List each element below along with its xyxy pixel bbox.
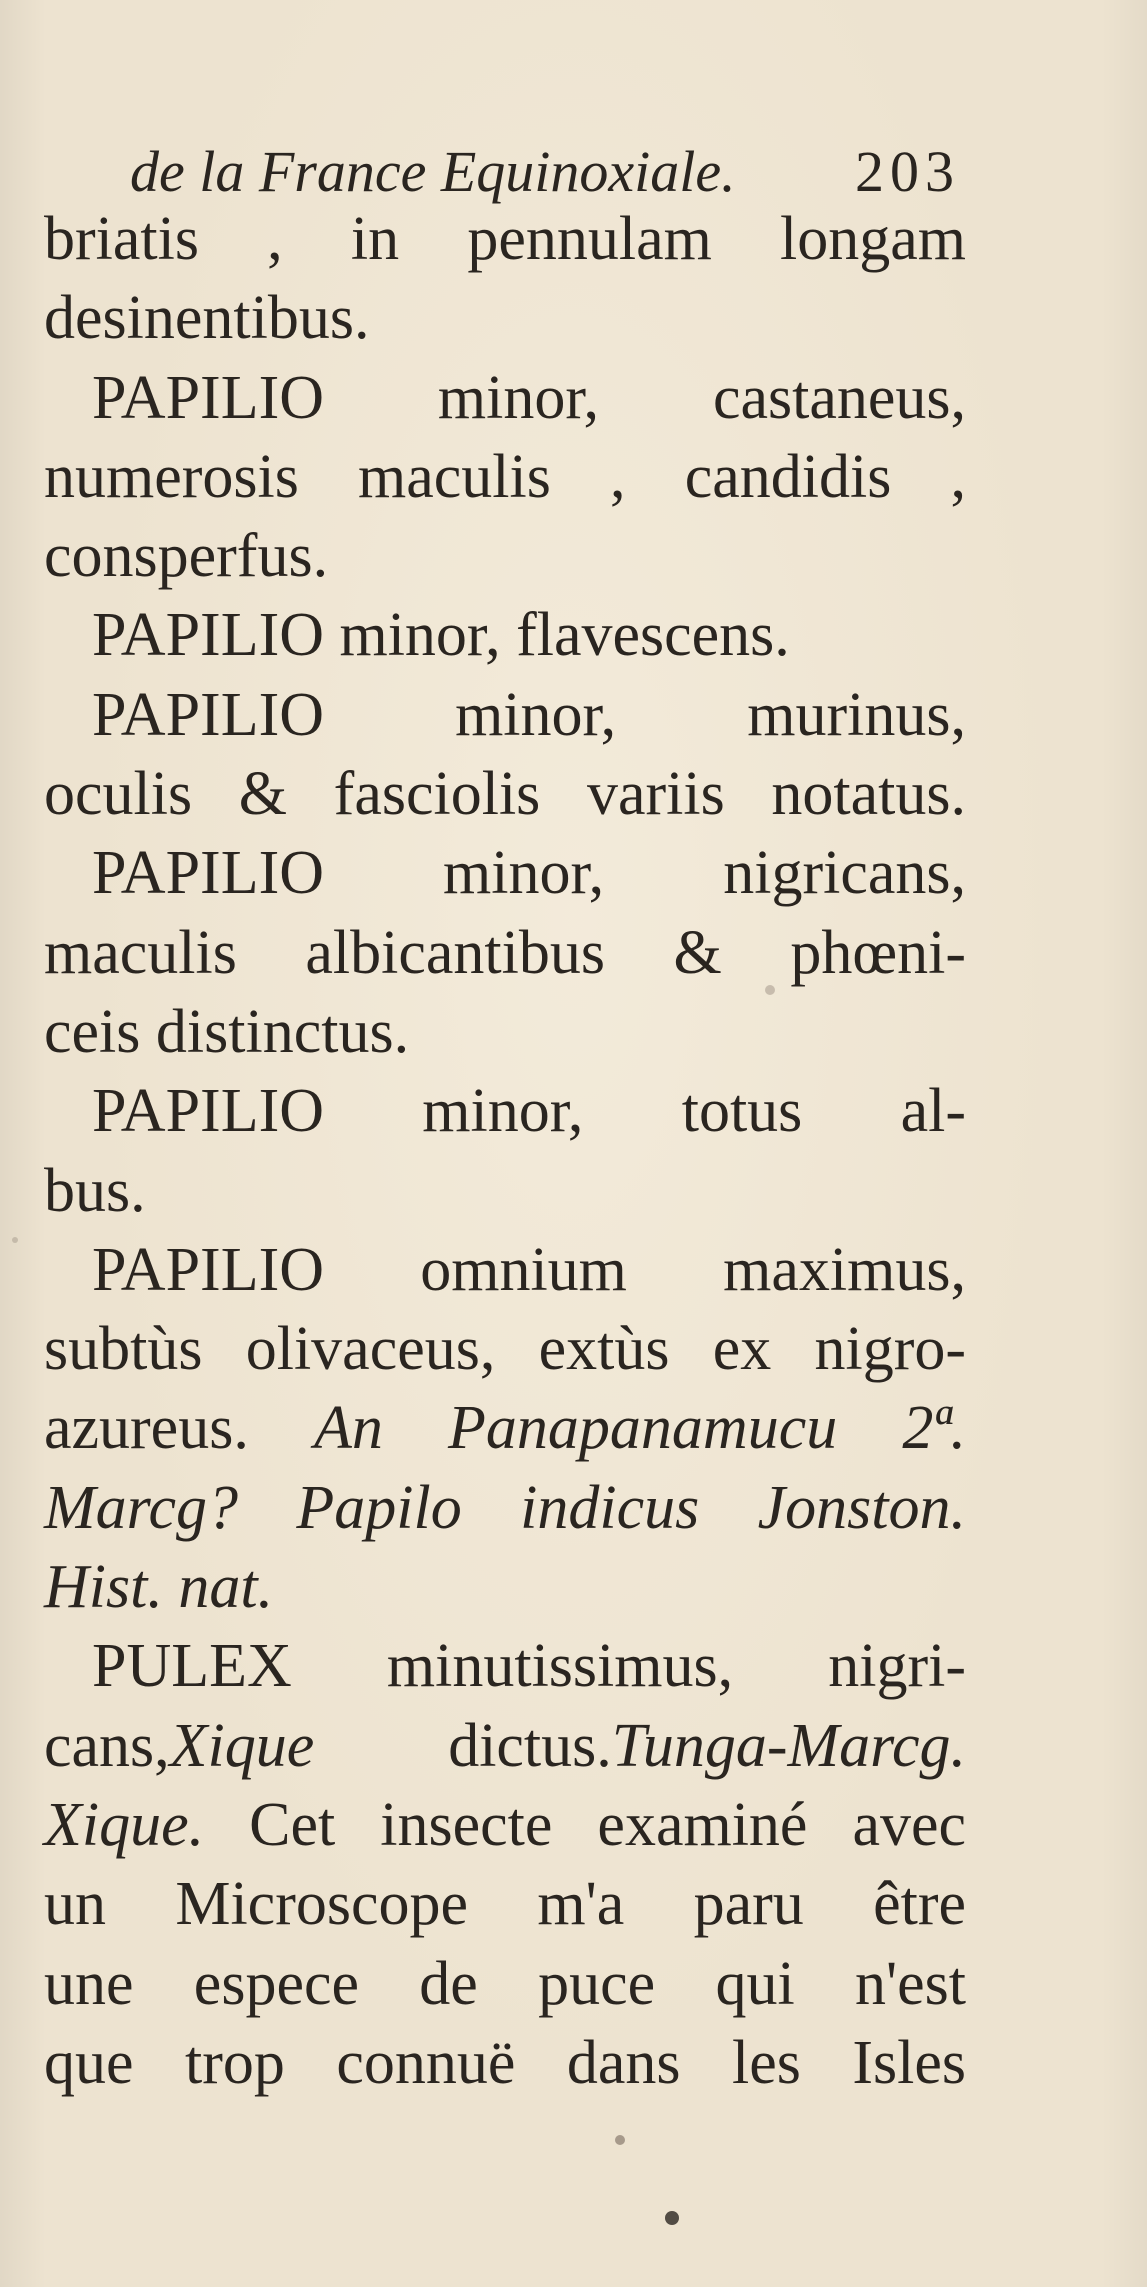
text-line: ceis distinctus. xyxy=(44,997,410,1066)
text-line: subtùs olivaceus, extùs ex nigro- xyxy=(44,1315,966,1384)
text-line: Hist. nat. xyxy=(44,1553,274,1622)
text-line: PAPILIO minor, flavescens. xyxy=(92,601,790,670)
text-line: azureus. An Panapanamucu 2ª. xyxy=(44,1394,966,1463)
page-number: 203 xyxy=(855,139,960,204)
text-line: PULEX minutissimus, nigri- xyxy=(92,1632,966,1701)
text-line: cans,Xique dictus.Tunga-Marcg. xyxy=(44,1711,966,1780)
text-line: oculis & fasciolis variis notatus. xyxy=(44,760,966,829)
text-line: PAPILIO minor, castaneus, xyxy=(92,363,966,432)
text-line: PAPILIO minor, nigricans, xyxy=(92,839,966,908)
ink-speck xyxy=(665,2211,679,2225)
text-line: bus. xyxy=(44,1156,146,1225)
text-line: une espece de puce qui n'est xyxy=(44,1949,966,2018)
text-line: Marcg? Papilo indicus Jonston. xyxy=(44,1473,966,1542)
text-line: briatis , in pennulam longam xyxy=(44,205,966,273)
text-line: consperfus. xyxy=(44,522,329,591)
text-line: PAPILIO omnium maximus, xyxy=(92,1235,966,1304)
body-text xyxy=(44,200,966,2103)
text-line: numerosis maculis , candidis , xyxy=(44,442,966,511)
text-line: que trop connuë dans les Isles xyxy=(44,2028,966,2097)
text-line: desinentibus. xyxy=(44,284,370,353)
text-line: maculis albicantibus & phœni- xyxy=(44,918,966,987)
text-line: un Microscope m'a paru être xyxy=(44,1870,966,1939)
text-line: PAPILIO minor, totus al- xyxy=(92,1077,966,1146)
ink-speck xyxy=(615,2135,625,2145)
text-line: Xique. Cet insecte examiné avec xyxy=(44,1790,967,1859)
ink-speck xyxy=(12,1237,18,1243)
text-line: PAPILIO minor, murinus, xyxy=(92,680,966,749)
running-title: de la France Equinoxiale. xyxy=(130,139,736,204)
